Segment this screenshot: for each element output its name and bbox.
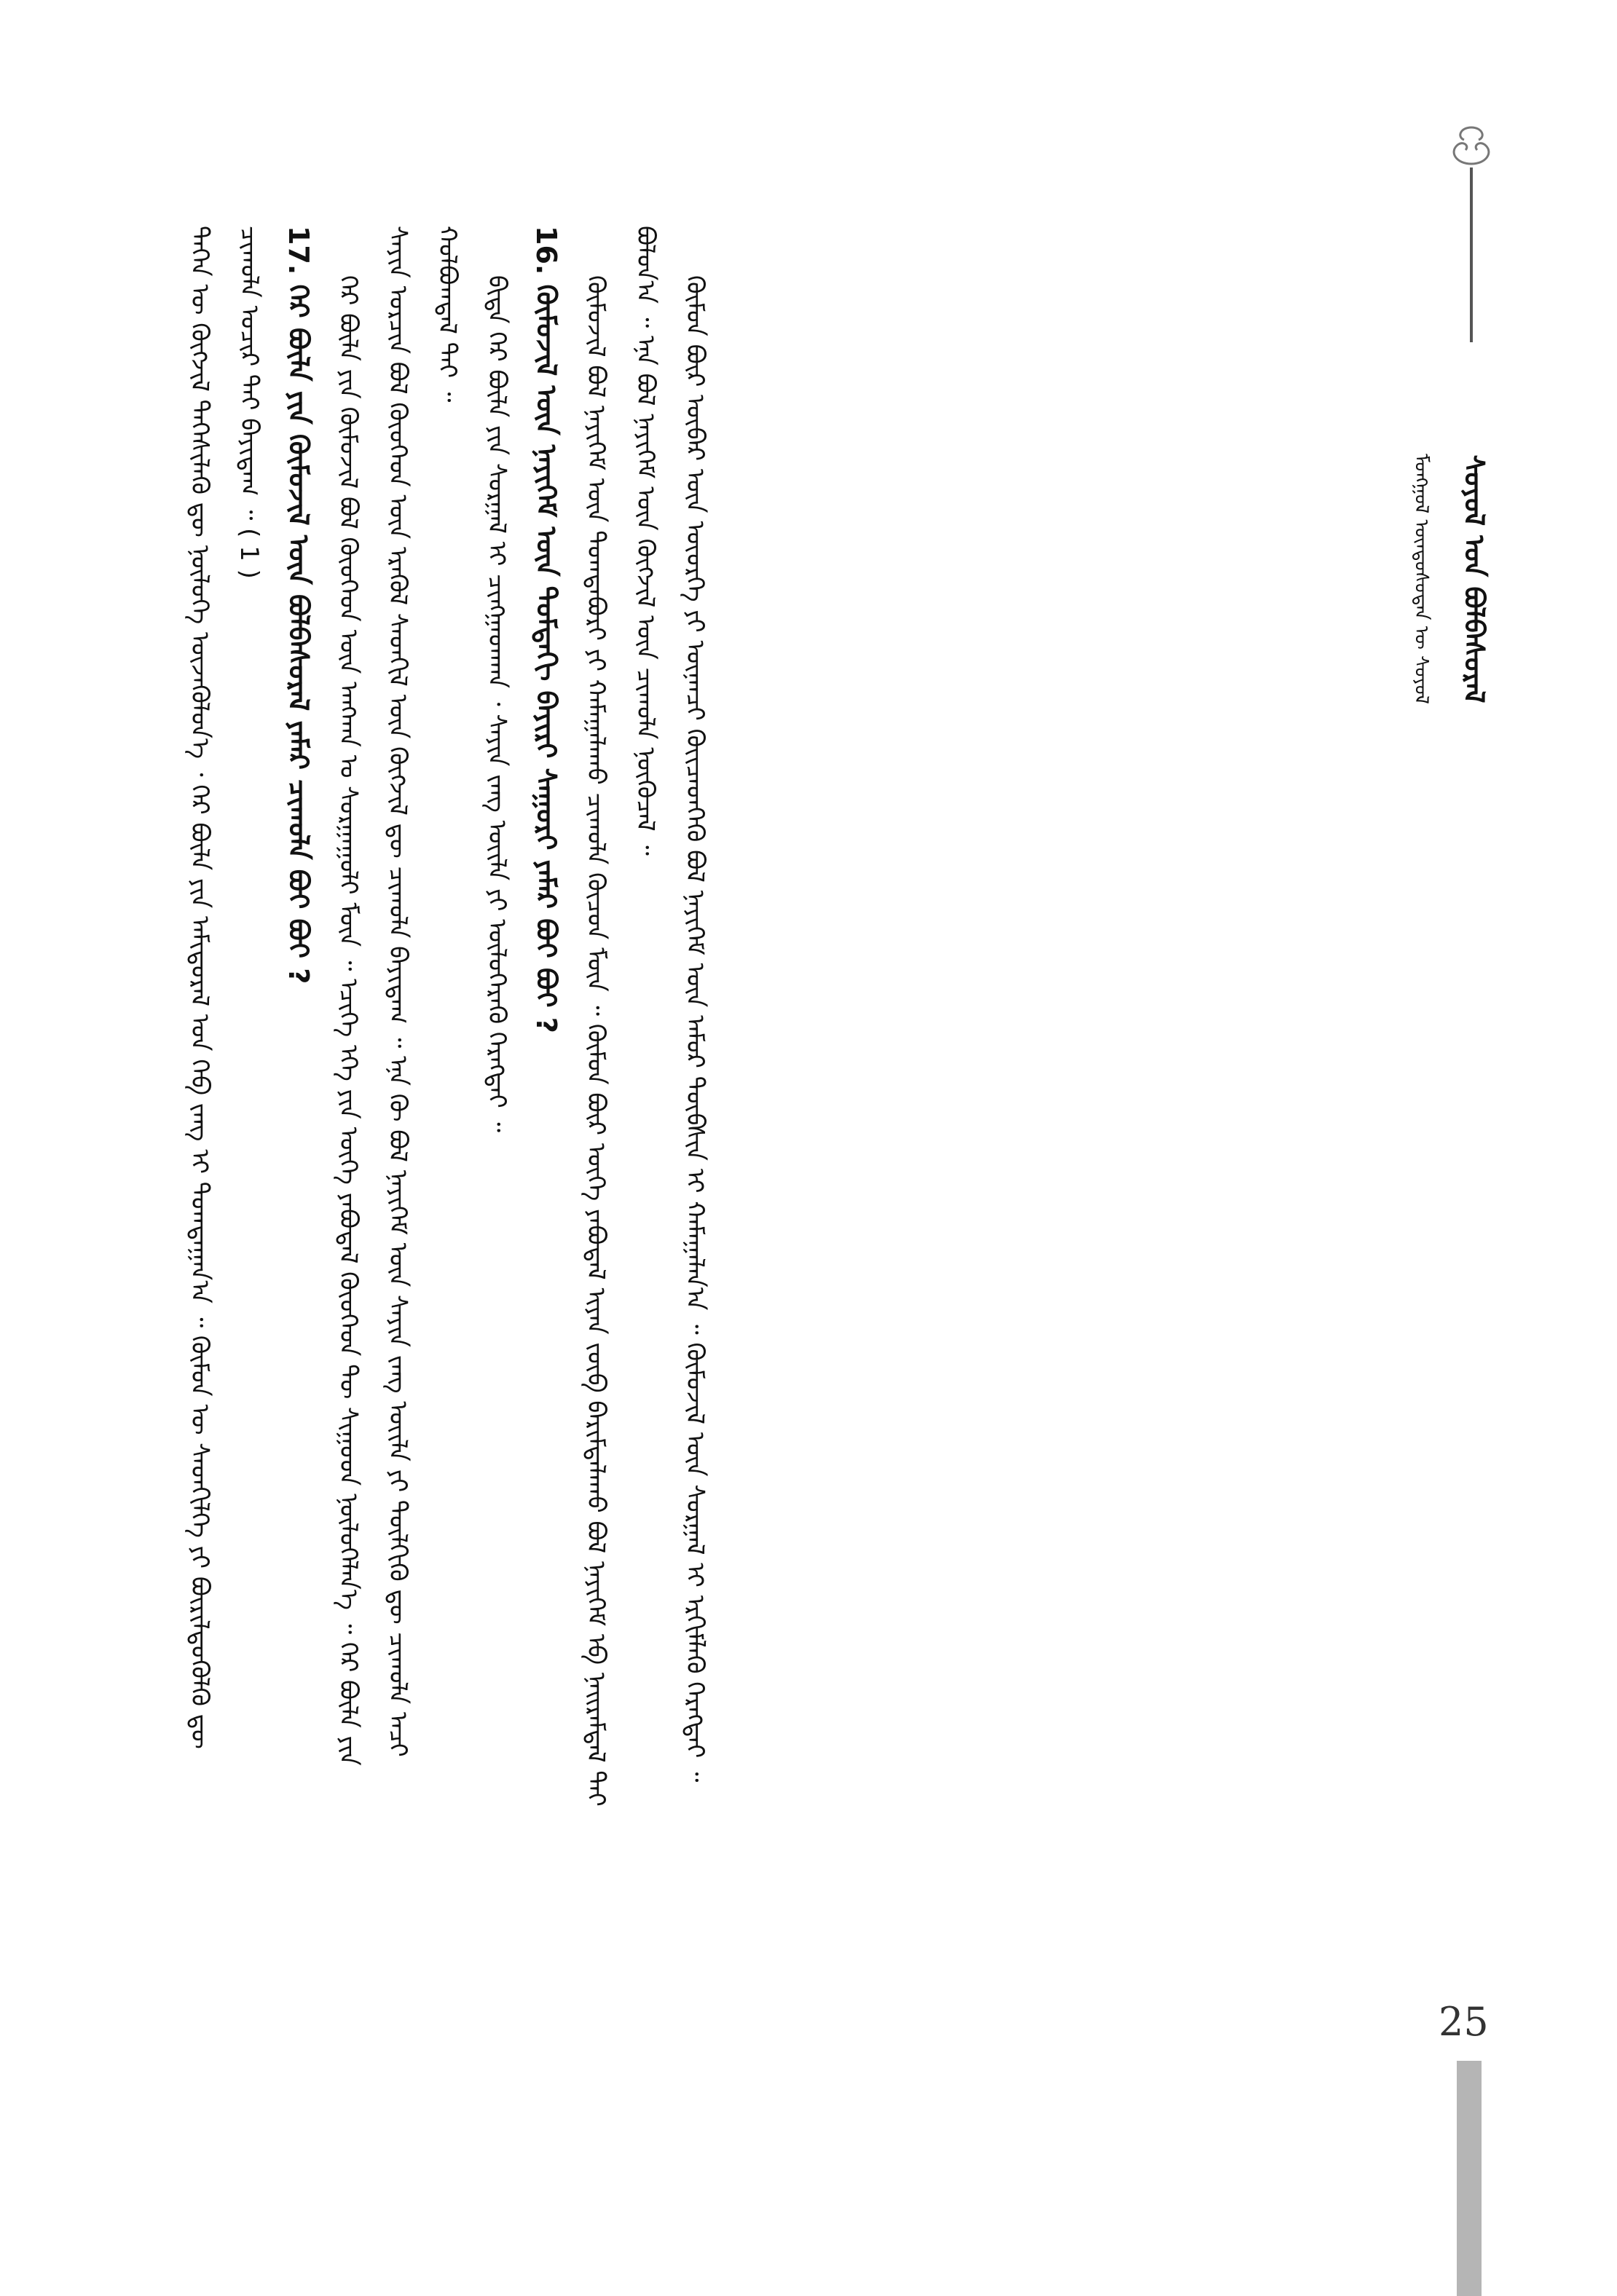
paragraph: ᠬᠦᠮᠦᠵᠢᠯ ᠪᠣᠯ ᠨᠡᠶᠢᠭᠡᠮ ᠦᠨ ᠲᠣᠭᠲᠠᠪᠣᠷᠢ ᠶᠢ ᠬᠠᠮᠠᠭᠠᠯᠠᠬᠤ ᠴᠢᠬᠤᠯᠠ ᠬᠦᠴᠦᠨ ᠮᠥᠨ ᠃ ᠬᠦᠮᠦᠨ ᠪᠦᠷ ᠦᠭᠡ ᠶᠠᠪᠤᠳᠠᠯ ᠢᠶᠠᠨ ᠵᠥᠪ ᠪᠠᠷᠢᠮᠲᠠᠯᠠᠬᠤ ᠪᠣᠯ ᠨᠡᠶᠢᠭᠡᠮ ᠡᠪ ᠨᠠᠢᠷᠠᠮᠳᠠᠯ ᠲᠠᠢ ᠪᠣᠯᠤᠨ᠎ᠠ ᠃ ᠡᠨᠡ ᠪᠣᠯ ᠨᠡᠶᠢᠭᠡᠮ ᠦᠨ ᠬᠥᠭᠵᠢᠯ ᠦᠨ ᠴᠢᠬᠤᠯᠠ ᠨᠥᠬᠦᠴᠡᠯ ᠃ [581, 226, 660, 1807]
header-title [1409, 317, 1504, 841]
paragraph: ᠬᠦᠮᠦᠨ ᠪᠦᠷ ᠦᠪᠡᠷ ᠦᠨ ᠦᠦᠷᠭᠡ ᠶᠢ ᠦᠨᠡᠨᠴᠢ ᠭᠦᠢᠴᠡᠳᠬᠡᠬᠦ ᠪᠣᠯ ᠨᠡᠶᠢᠭᠡᠮ ᠦᠨ ᠠᠮᠤᠷ ᠲᠦᠪᠰᠢᠨ ᠢ ᠬᠠᠮᠠᠭᠠᠯᠠᠨ᠎ᠠ ᠃ ᠬᠦᠮᠦᠵᠢᠯ ᠦᠨ ᠰᠤᠷᠭᠠᠯ ᠢ ᠡᠷᠬᠢᠮᠯᠡᠬᠦ ᠬᠡᠷᠡᠭᠲᠡᠢ ᠃ [680, 275, 709, 1783]
book-title: ᠰᠣᠶᠣᠯ ᠤᠨ ᠪᠣᠯᠪᠠᠰᠤᠷᠠᠯ [1458, 454, 1490, 703]
scroll-ornament-icon [1428, 124, 1515, 167]
paragraph: ᠲᠡᠭᠡᠨ ᠦ ᠬᠥᠭᠵᠢᠯ ᠳᠡᠭᠡᠰᠢᠯᠡᠬᠦ ᠳᠦ ᠨᠥᠯᠦᠭᠡ ᠦᠵᠡᠭᠦᠯᠦᠨ᠎ᠡ ᠂ ᠭᠡᠷ ᠪᠦᠯᠡ ᠶᠢᠨ ᠠᠮᠢᠳᠤᠷᠠᠯ ᠤᠨ ᠬᠡᠪ ᠵᠠᠩ ᠢ ᠲᠣᠭᠲᠠᠭᠠᠨ᠎ᠠ ᠃ ᠬᠦᠮᠦᠨ ᠦ ᠰᠡᠳᠬᠢᠯᠭᠡ ᠶᠢ ᠪᠦᠷᠢᠯᠳᠦᠭᠦᠯᠬᠦ ᠳᠦ ᠴᠢᠬᠤᠯᠠ ᠤᠴᠢᠷ ᠲᠠᠢ ᠪᠠᠶᠢᠳᠠᠭ ᠃ ( 1 ) [185, 226, 264, 1749]
paragraph: ᠪᠢᠳᠡ ᠭᠡᠷ ᠪᠦᠯᠡ ᠶᠢᠨ ᠰᠤᠷᠭᠠᠯ ᠢ ᠴᠢᠩᠭᠠᠳᠬᠠᠨ ᠂ ᠰᠠᠶᠢᠨ ᠵᠠᠩ ᠦᠢᠯᠡ ᠶᠢ ᠦᠯᠦᠭᠡᠷᠡᠬᠦ ᠬᠡᠷᠡᠭᠲᠡᠢ ᠃ [482, 275, 511, 1133]
page-number: 25 [1439, 1999, 1489, 2045]
running-header [1410, 124, 1515, 998]
question-heading-17: 17. ᠭᠡᠷ ᠪᠦᠯᠡ ᠶᠢᠨ ᠬᠦᠮᠦᠵᠢᠯ ᠦᠨ ᠪᠣᠯᠪᠠᠰᠤᠷᠠᠯ ᠶᠠᠮᠠᠷ ᠴᠢᠬᠤᠯᠠ ᠪᠣᠢ ᠪᠤᠢ ? [283, 226, 315, 985]
body-text [175, 226, 1355, 1813]
paragraph: ᠭᠡᠷ ᠪᠦᠯᠡ ᠶᠢᠨ ᠬᠦᠮᠦᠵᠢᠯ ᠪᠣᠯ ᠬᠦᠦᠬᠡᠳ ᠦᠨ ᠠᠩᠬᠠᠨ ᠤ ᠰᠤᠷᠭᠠᠭᠤᠯᠢ ᠮᠥᠨ ᠃ ᠡᠴᠢᠭᠡ ᠡᠬᠡ ᠶᠢᠨ ᠦᠭᠡ ᠶᠠᠪᠤᠳᠠᠯ ᠬᠦᠦᠬᠡᠳ ᠲᠦ ᠰᠢᠭᠤᠳ ᠨᠥᠯᠦᠭᠡᠯᠡᠨ᠎ᠡ ᠃ ᠭᠡᠷ ᠪᠦᠯᠡ ᠶᠢᠨ ᠰᠠᠶᠢᠨ ᠣᠷᠴᠢᠨ ᠪᠣᠯ ᠬᠦᠦᠬᠡᠳ ᠦᠨ ᠡᠷᠡᠭᠦᠯ ᠰᠡᠳᠬᠢᠯ ᠦᠨ ᠬᠥᠭᠵᠢᠯ ᠳᠦ ᠴᠢᠬᠤᠯᠠ ᠪᠠᠶᠢᠳᠠᠭ ᠃ ᠡᠨᠡ ᠬᠦ ᠪᠣᠯ ᠨᠡᠶᠢᠭᠡᠮ ᠦᠨ ᠰᠠᠶᠢᠨ ᠵᠠᠩ ᠦᠢᠯᠡ ᠶᠢ ᠲᠦᠯᠬᠢᠬᠦ ᠳᠦ ᠴᠢᠬᠤᠯᠠ ᠠᠴᠢ ᠬᠣᠯᠪᠣᠭᠳᠠᠯ ᠲᠠᠢ ᠃ [334, 226, 462, 1766]
book-subtitle: ᠮᠣᠩᠭᠣᠯ ᠦᠨᠳᠦᠰᠦᠲᠡᠨ ᠦ ᠰᠣᠶᠣᠯ [1410, 454, 1432, 704]
question-heading-16: 16. ᠬᠦᠮᠦᠵᠢᠯ ᠦᠨ ᠨᠡᠶᠢᠭᠡᠮ ᠦᠨ ᠳᠤᠮᠳᠠᠬᠢ ᠪᠠᠶᠢᠷᠢ ᠰᠠᠭᠤᠷᠢ ᠶᠠᠮᠠᠷ ᠪᠣᠢ ᠪᠤᠢ ? [530, 226, 562, 1033]
header-rule [1470, 167, 1473, 342]
page-edge-bar [1457, 2061, 1482, 2296]
